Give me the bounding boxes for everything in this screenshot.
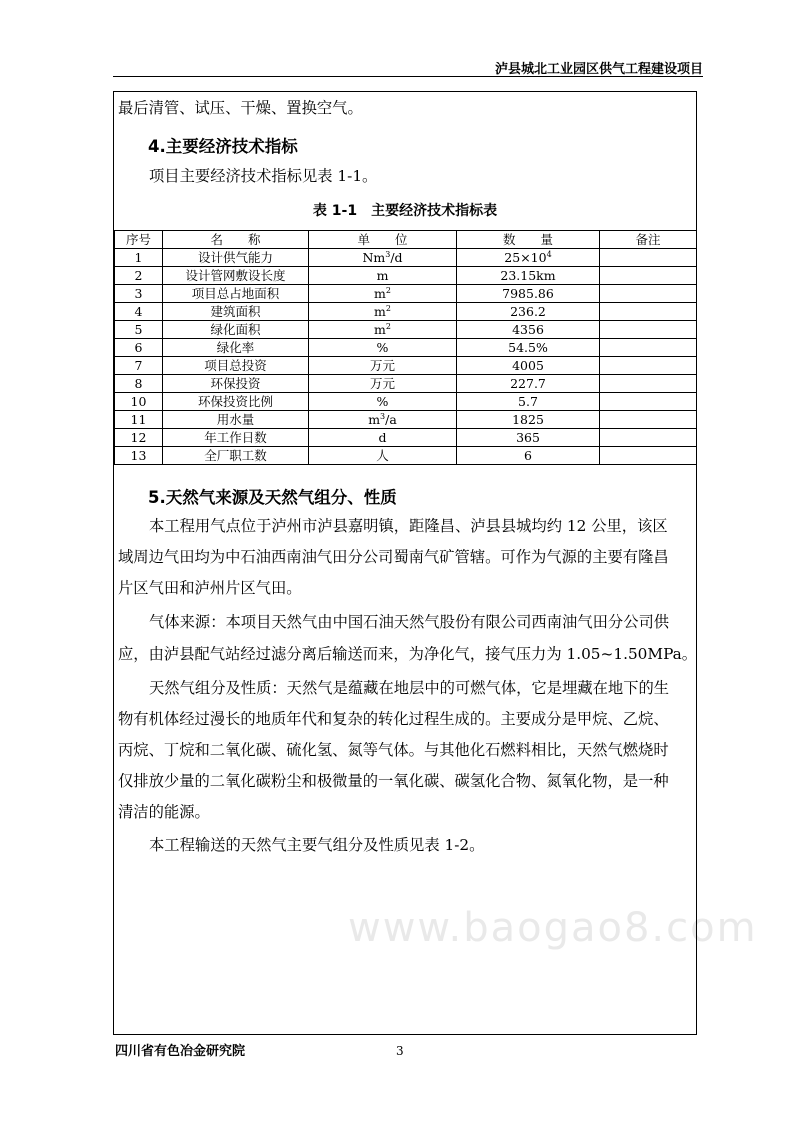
cell-no: 13 <box>115 447 163 465</box>
unit-tail: /a <box>385 412 397 427</box>
unit-base: m <box>374 304 386 319</box>
unit-base: m <box>374 322 386 337</box>
s5-line: 物有机体经过漫长的地质年代和复杂的转化过程生成的。主要成分是甲烷、乙烷、 <box>118 710 669 728</box>
cell-note <box>600 447 697 465</box>
unit-base: d <box>378 430 387 445</box>
cell-name: 建筑面积 <box>163 303 309 321</box>
s5-line: 应，由泸县配气站经过滤分离后输送而来，为净化气，接气压力为 1.05~1.50MPa。 <box>118 645 698 663</box>
table-row <box>115 393 697 411</box>
cell-name: 用水量 <box>163 411 309 429</box>
cell-note <box>600 321 697 339</box>
cell-name: 设计供气能力 <box>163 249 309 267</box>
s5-line: 本工程输送的天然气主要气组分及性质见表 1-2。 <box>149 836 485 854</box>
cell-qty <box>457 285 600 303</box>
cell-qty <box>457 429 600 447</box>
cell-name: 项目总投资 <box>163 357 309 375</box>
qty-base: 365 <box>516 430 540 445</box>
cell-qty <box>457 321 600 339</box>
qty-base: 54.5% <box>508 340 548 355</box>
unit-sup: 2 <box>385 303 391 313</box>
qty-base: 6 <box>524 448 532 463</box>
table-row <box>115 303 697 321</box>
cell-qty <box>457 393 600 411</box>
page-number: 3 <box>396 1044 404 1058</box>
unit-base: % <box>376 394 389 409</box>
cell-qty <box>457 303 600 321</box>
cell-note <box>600 429 697 447</box>
cell-unit <box>309 267 457 285</box>
cell-note <box>600 375 697 393</box>
cell-name: 设计管网敷设长度 <box>163 267 309 285</box>
table-row <box>115 267 697 285</box>
cell-unit <box>309 303 457 321</box>
content-frame <box>113 91 697 1035</box>
cell-no: 3 <box>115 285 163 303</box>
unit-base: 人 <box>376 448 389 463</box>
cell-no: 4 <box>115 303 163 321</box>
cell-qty <box>457 357 600 375</box>
s5-line: 域周边气田均为中石油西南油气田分公司蜀南气矿管辖。可作为气源的主要有隆昌 <box>118 548 669 566</box>
unit-base: 万元 <box>369 358 395 373</box>
cell-name: 全厂职工数 <box>163 447 309 465</box>
unit-base: % <box>376 340 389 355</box>
cell-name: 绿化面积 <box>163 321 309 339</box>
section-4-intro: 项目主要经济技术指标见表 1-1。 <box>149 167 378 185</box>
cell-name: 项目总占地面积 <box>163 285 309 303</box>
cell-no: 11 <box>115 411 163 429</box>
s5-line: 清洁的能源。 <box>118 803 210 821</box>
cell-unit <box>309 447 457 465</box>
table-row <box>115 285 697 303</box>
unit-sup: 3 <box>385 249 391 259</box>
unit-base: Nm <box>362 250 386 265</box>
qty-base: 1825 <box>512 412 544 427</box>
table-row <box>115 447 697 465</box>
header-rule <box>113 76 703 77</box>
unit-base: m <box>376 268 389 283</box>
cell-note <box>600 411 697 429</box>
cell-name: 环保投资 <box>163 375 309 393</box>
table-row <box>115 375 697 393</box>
cell-qty <box>457 411 600 429</box>
s5-line: 片区气田和泸州片区气田。 <box>118 579 302 597</box>
qty-base: 4356 <box>512 322 544 337</box>
cell-note <box>600 357 697 375</box>
cell-no: 8 <box>115 375 163 393</box>
s5-line: 丙烷、丁烷和二氧化碳、硫化氢、氮等气体。与其他化石燃料相比，天然气燃烧时 <box>118 741 669 759</box>
unit-tail: /d <box>390 250 403 265</box>
cell-unit <box>309 357 457 375</box>
cell-no: 2 <box>115 267 163 285</box>
col-header-unit: 单 位 <box>309 231 457 249</box>
cell-unit <box>309 249 457 267</box>
cell-unit <box>309 321 457 339</box>
cell-note <box>600 339 697 357</box>
cell-qty <box>457 249 600 267</box>
cell-name: 绿化率 <box>163 339 309 357</box>
cell-note <box>600 249 697 267</box>
cell-unit <box>309 393 457 411</box>
qty-base: 25×10 <box>504 250 547 265</box>
cell-note <box>600 303 697 321</box>
cell-qty <box>457 339 600 357</box>
qty-sup: 4 <box>546 249 552 259</box>
s5-line: 气体来源：本项目天然气由中国石油天然气股份有限公司西南油气田分公司供 <box>149 613 670 631</box>
qty-base: 5.7 <box>518 394 538 409</box>
cell-no: 12 <box>115 429 163 447</box>
cell-note <box>600 267 697 285</box>
table-row <box>115 321 697 339</box>
cell-qty <box>457 447 600 465</box>
cell-unit <box>309 375 457 393</box>
table-row <box>115 249 697 267</box>
unit-sup: 2 <box>385 285 391 295</box>
table-row <box>115 357 697 375</box>
section-5-heading: 5.天然气来源及天然气组分、性质 <box>148 488 397 507</box>
qty-base: 236.2 <box>510 304 546 319</box>
continued-paragraph: 最后清管、试压、干燥、置换空气。 <box>118 99 363 117</box>
unit-base: 万元 <box>369 376 395 391</box>
cell-no: 1 <box>115 249 163 267</box>
cell-no: 10 <box>115 393 163 411</box>
cell-qty <box>457 375 600 393</box>
cell-name: 年工作日数 <box>163 429 309 447</box>
table-header-row <box>115 231 697 249</box>
table-row <box>115 429 697 447</box>
unit-base: m <box>374 286 386 301</box>
cell-no: 6 <box>115 339 163 357</box>
footer-organization: 四川省有色冶金研究院 <box>115 1044 246 1059</box>
cell-name: 环保投资比例 <box>163 393 309 411</box>
watermark: www.baogao8.com <box>348 905 758 951</box>
cell-qty <box>457 267 600 285</box>
running-header: 泸县城北工业园区供气工程建设项目 <box>494 62 703 77</box>
indicators-table <box>114 230 697 465</box>
cell-note <box>600 285 697 303</box>
cell-no: 7 <box>115 357 163 375</box>
cell-unit <box>309 285 457 303</box>
cell-unit <box>309 339 457 357</box>
cell-unit <box>309 411 457 429</box>
unit-sup: 3 <box>380 411 386 421</box>
cell-note <box>600 393 697 411</box>
cell-no: 5 <box>115 321 163 339</box>
s5-line: 仅排放少量的二氧化碳粉尘和极微量的一氧化碳、碳氢化合物、氮氧化物，是一种 <box>118 772 669 790</box>
unit-base: m <box>368 412 381 427</box>
col-header-no: 序号 <box>115 231 163 249</box>
qty-base: 7985.86 <box>502 286 554 301</box>
qty-base: 4005 <box>512 358 544 373</box>
qty-base: 227.7 <box>510 376 546 391</box>
unit-sup: 2 <box>385 321 391 331</box>
table-caption: 表 1-1 主要经济技术指标表 <box>312 203 498 219</box>
cell-unit <box>309 429 457 447</box>
col-header-note: 备注 <box>600 231 697 249</box>
qty-base: 23.15km <box>500 268 556 283</box>
col-header-qty: 数 量 <box>457 231 600 249</box>
s5-line: 本工程用气点位于泸州市泸县嘉明镇，距隆昌、泸县县城均约 12 公里，该区 <box>149 517 668 535</box>
section-4-heading: 4.主要经济技术指标 <box>148 137 298 156</box>
table-row <box>115 411 697 429</box>
s5-line: 天然气组分及性质：天然气是蕴藏在地层中的可燃气体，它是埋藏在地下的生 <box>149 679 670 697</box>
col-header-name: 名 称 <box>163 231 309 249</box>
table-row <box>115 339 697 357</box>
